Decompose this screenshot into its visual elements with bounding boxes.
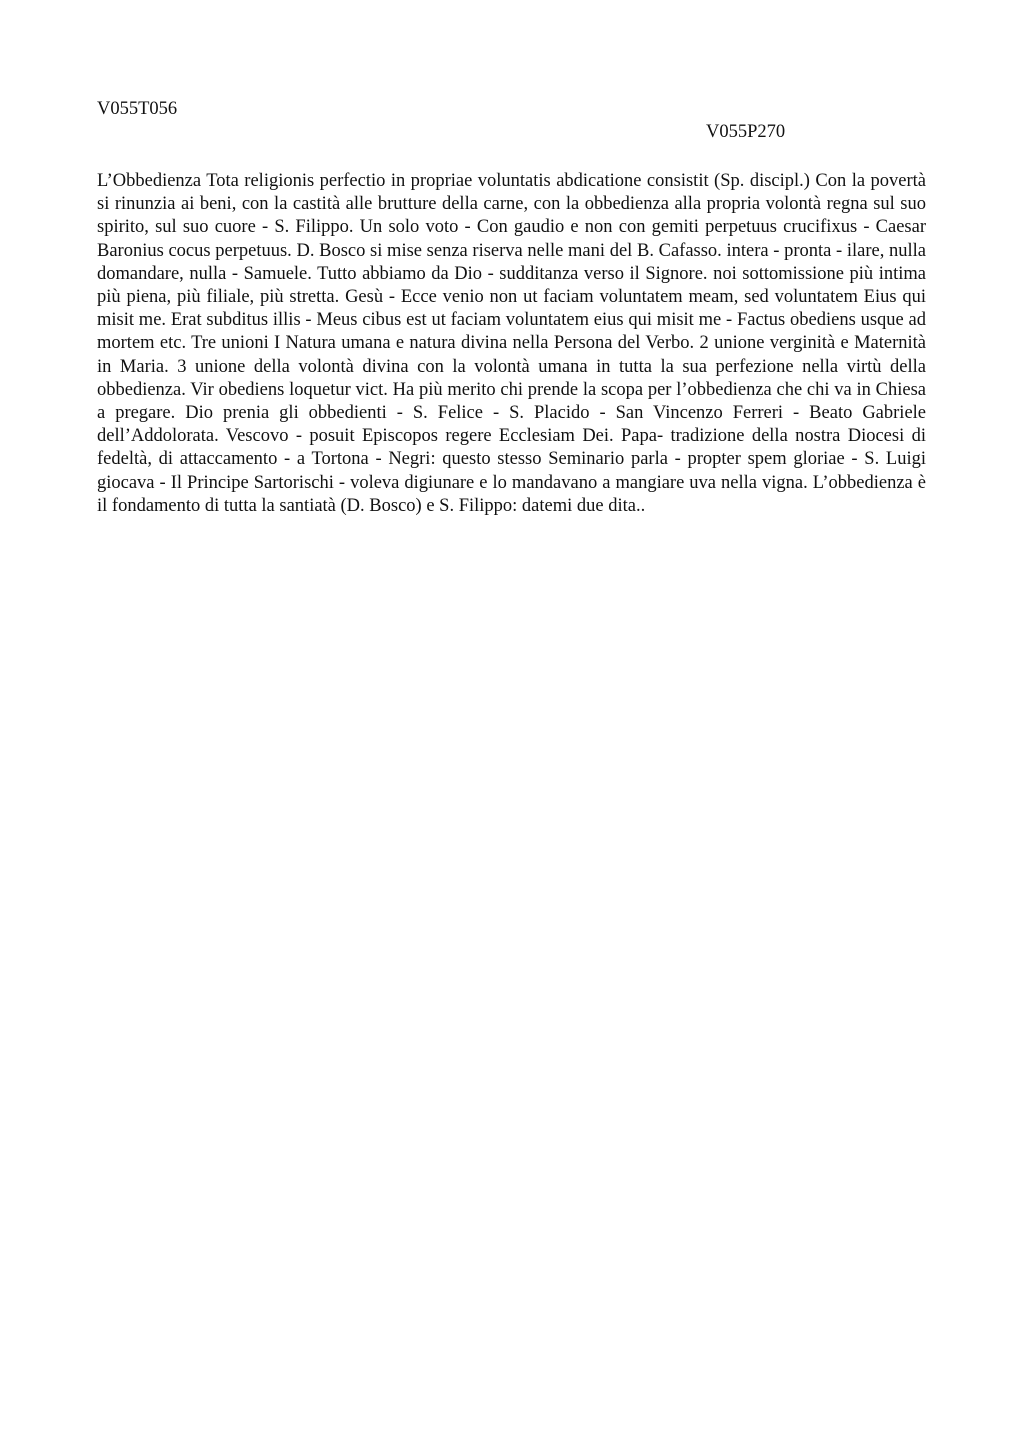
document-code-right: V055P270	[706, 122, 786, 142]
document-code-left: V055T056	[97, 99, 178, 119]
document-body-paragraph: L’Obbedienza Tota religionis perfectio in propriae voluntatis abdicatione consistit (Sp. discipl.) Con la povertà si rinunzia ai beni, con la castità alle brutture della carne, con la obbedienza alla propria volontà regna sul suo spirito, sul suo cuore - S. Filippo. Un solo voto - Con gaudio e non con gemiti perpetuus crucifixus - Caesar Baronius cocus perpetuus. D. Bosco si mise senza riserva nelle mani del B. Cafasso. intera - pronta - ilare, nulla domandare, nulla - Samuele. Tutto abbiamo da Dio - sudditanza verso il Signore. noi sottomissione più intima più piena, più filiale, più stretta. Gesù - Ecce venio non ut faciam voluntatem meam, sed voluntatem Eius qui misit me. Erat subditus illis - Meus cibus est ut faciam voluntatem eius qui misit me - Factus obediens usque ad mortem etc. Tre unioni I Natura umana e natura divina nella Persona del Verbo. 2 unione verginità e Maternità in Maria. 3 unione della volontà divina con la volontà umana in tutta la sua perfezione nella virtù della obbedienza. Vir obediens loquetur vict. Ha più merito chi prende la scopa per l’obbedienza che chi va in Chiesa a pregare. Dio prenia gli obbedienti - S. Felice - S. Placido - San Vincenzo Ferreri - Beato Gabriele dell’Addolorata. Vescovo - posuit Episcopos regere Ecclesiam Dei. Papa- tradizione della nostra Diocesi di fedeltà, di attaccamento - a Tortona - Negri: questo stesso Seminario parla - propter spem gloriae - S. Luigi giocava - Il Principe Sartorischi - voleva digiunare e lo mandavano a mangiare uva nella vigna. L’obbedienza è il fondamento di tutta la santiatà (D. Bosco) e S. Filippo: datemi due dita..	[97, 171, 926, 516]
